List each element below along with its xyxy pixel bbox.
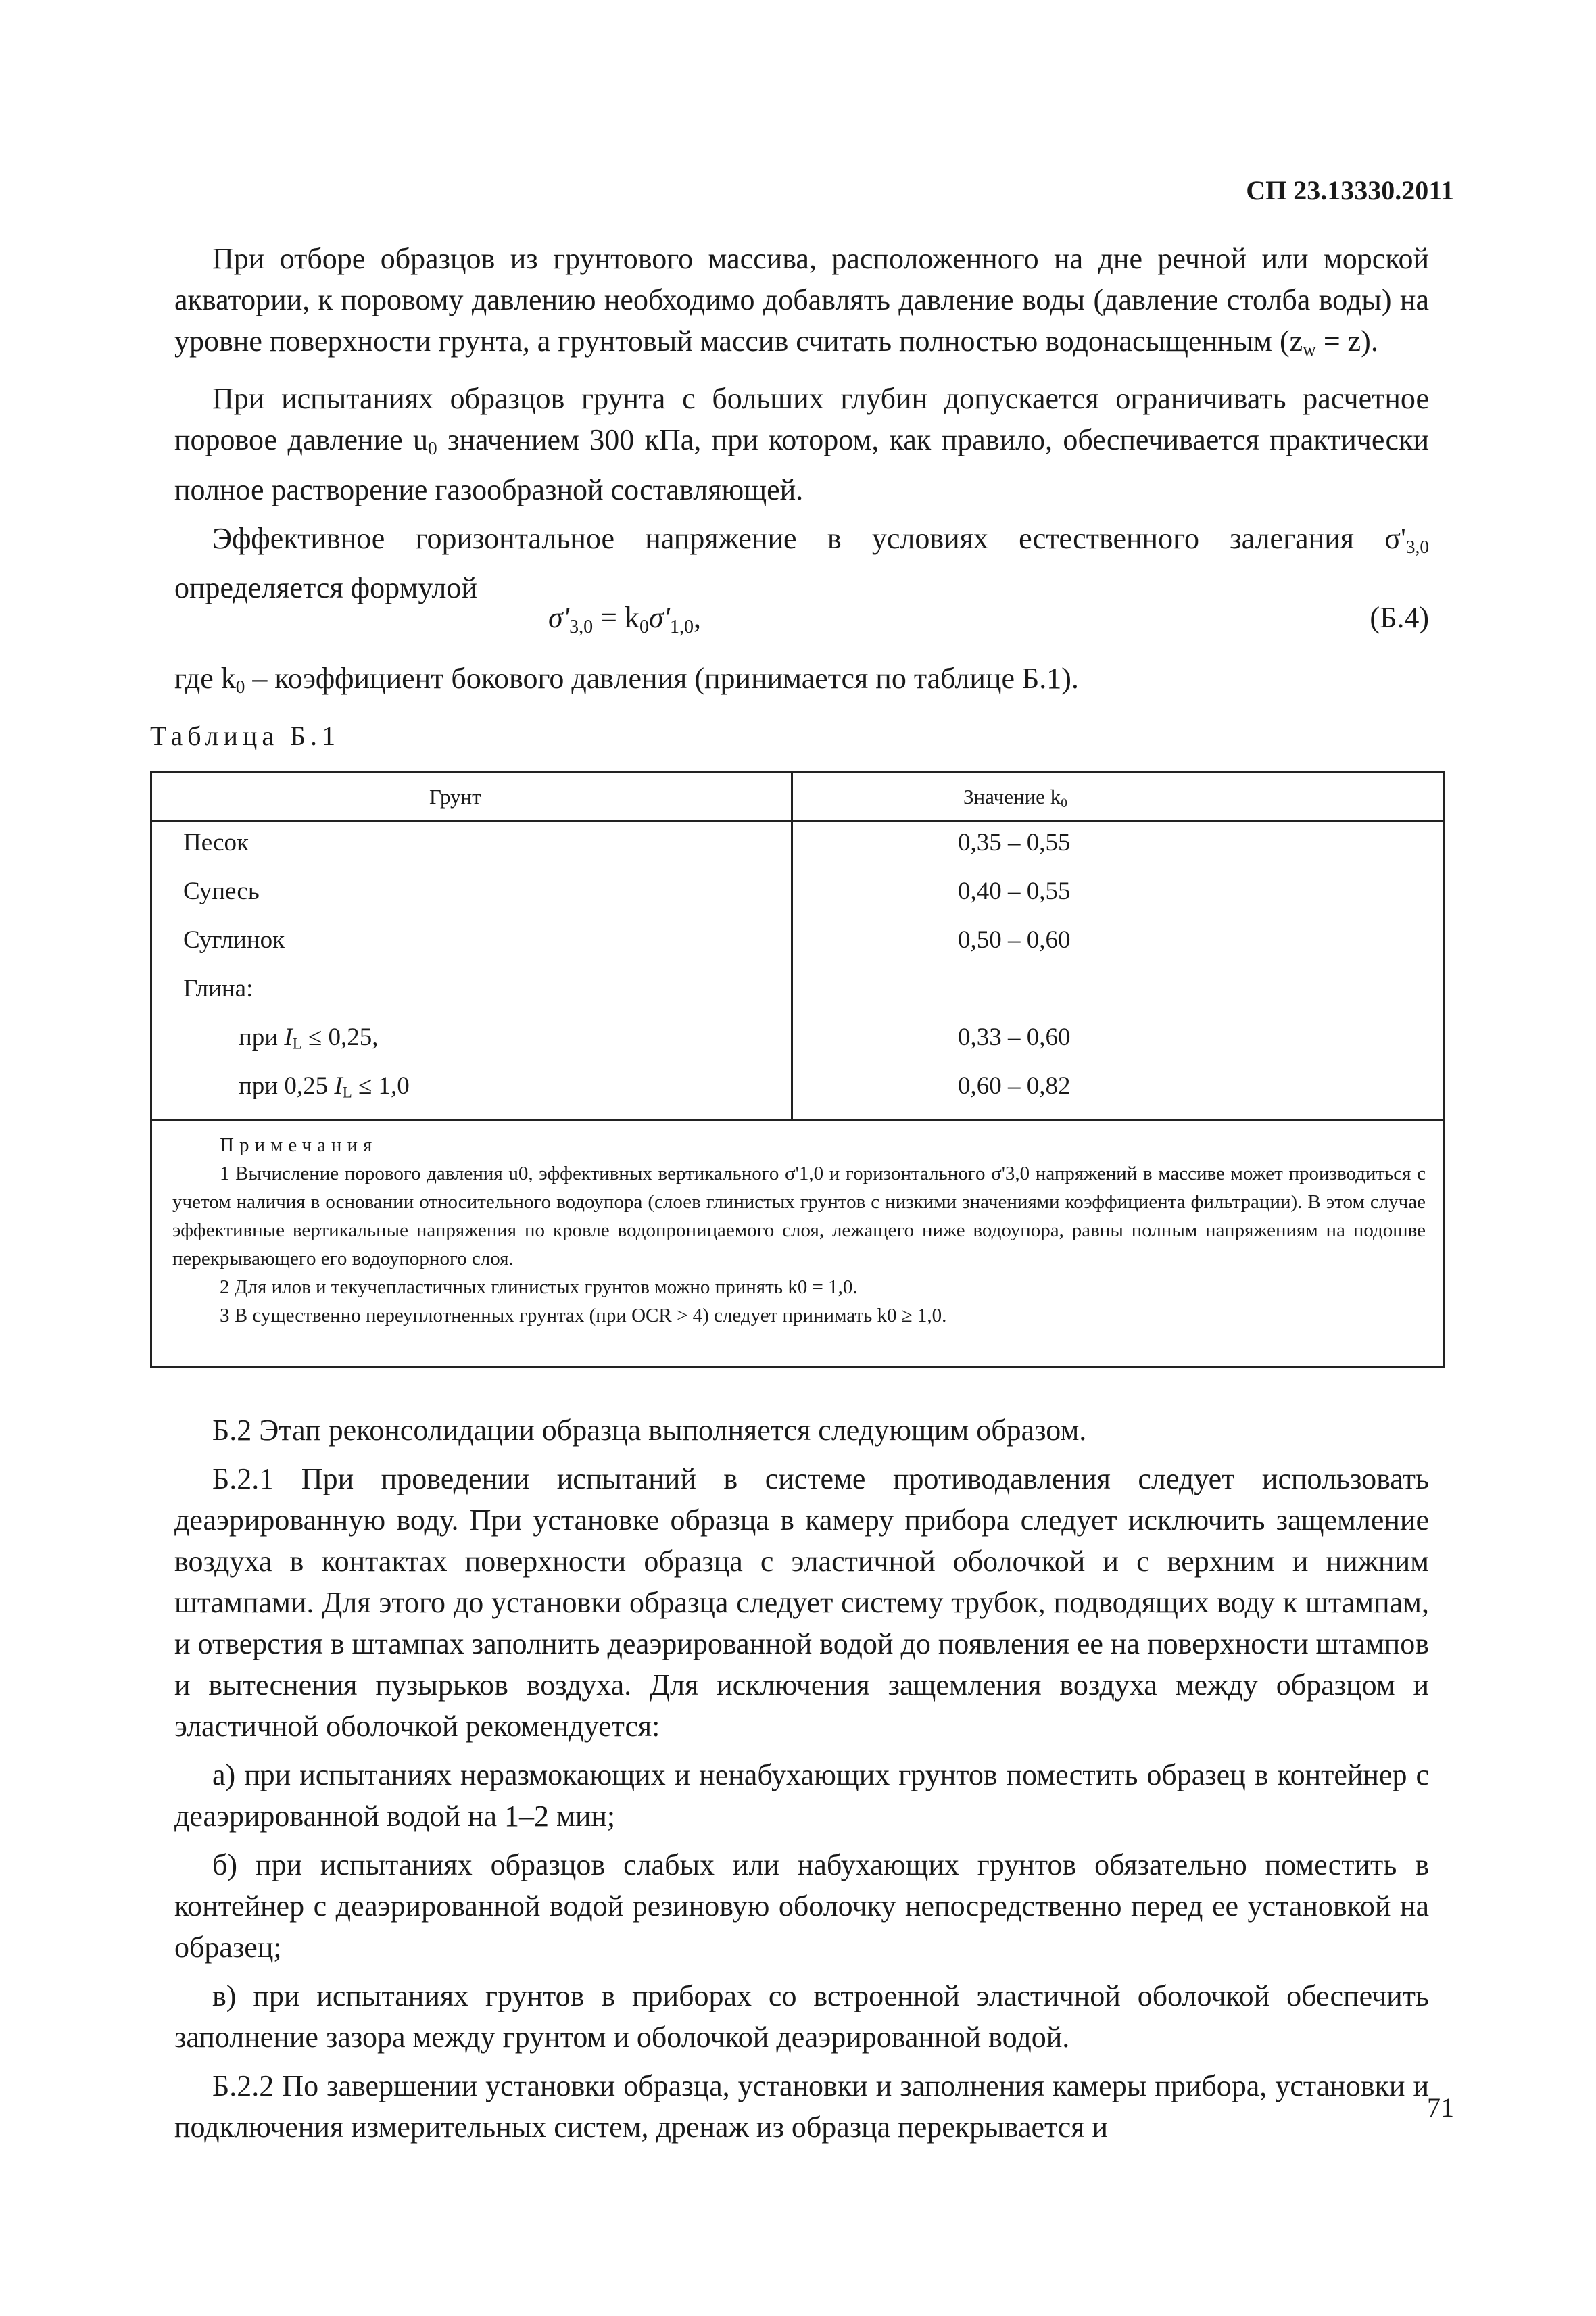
page-number: 71 [1427,2092,1454,2123]
coefficients-table [150,771,1445,1368]
document-code: СП 23.13330.2011 [1246,175,1454,206]
table-caption: Таблица Б.1 [150,721,341,751]
item-a: а) при испытаниях неразмокающих и ненабухающих грунтов поместить образец в контейнер с деаэрированной водой на 1–2 мин; [174,1758,1429,1833]
paragraph-2: При испытаниях образцов грунта с больших глубин допускается ограничивать расчетное поровое давление $u_0$ значением 300 кПа, при котором, как правило, обеспечивается практически полное растворение газообразной составляющей. [174,381,1430,506]
formula-b4: $\sigma'_{3,0} = k_0\sigma'_{1,0}$, [548,601,702,637]
row-soil: при 0,25 $I_L \le 1,0$ [239,1072,410,1101]
row-soil: Суглинок [183,926,285,954]
row-value: 0,33 – 0,60 [958,1023,1071,1051]
bottom-paragraphs [174,1409,1429,2155]
section-b2-1: Б.2.1 При проведении испытаний в системе противодавления следует использовать деаэрированную воду. При установке образца в камеру прибора следует исключить защемление воздуха в контактах поверхности образца с эластичной оболочкой и с верхним и нижним штампами. Для этого до установки образца следует систему трубок, подводящих воду к штампам, и отверстия в штампах заполнить деаэрированной водой до появления ее на поверхности штампов и вытеснения пузырьков воздуха. Для исключения защемления воздуха между образцом и эластичной оболочкой рекомендуется: [174,1462,1429,1743]
row-soil: при $I_L \le 0,25$, [239,1023,379,1053]
equation-number: (Б.4) [1370,601,1429,634]
row-value: 0,60 – 0,82 [958,1072,1071,1100]
section-b2-2: Б.2.2 По завершении установки образца, установки и заполнения камеры прибора, установки и подключения измерительных систем, дренаж из образца перекрывается и [174,2069,1429,2144]
item-c: в) при испытаниях грунтов в приборах со встроенной эластичной оболочкой обеспечить заполнение зазора между грунтом и оболочкой деаэрированной водой. [174,1979,1429,2054]
note-1: 1 Вычисление порового давления u0, эффективных вертикального σ'1,0 и горизонтального σ'3,0 напряжений в массиве может производиться с учетом наличия в основании относительного водоупора (слоев глинистых грунтов с низкими значениями коэффициента фильтрации). В этом случае эффективные вертикальные напряжения по кровле водопроницаемого слоя, лежащего ниже водоупора, равны полным напряжениям на подошве перекрывающего его водоупорного слоя. [172,1163,1426,1270]
notes-title: Примечания [220,1134,378,1156]
row-soil: Песок [183,829,249,857]
header-value: Значение $k_0$ [963,785,1067,811]
row-value: 0,35 – 0,55 [958,829,1071,857]
row-soil: Глина: [183,975,253,1003]
note-3: 3 В существенно переуплотненных грунтах (при OCR > 4) следует принимать k0 ≥ 1,0. [220,1305,947,1326]
row-soil: Супесь [183,877,260,905]
item-b: б) при испытаниях образцов слабых или набухающих грунтов обязательно поместить в контейнер с деаэрированной водой резиновую оболочку непосредственно перед ее установкой на образец; [174,1848,1429,1964]
top-paragraphs [174,238,1429,608]
table-notes [172,1131,1426,1330]
note-2: 2 Для илов и текучепластичных глинистых грунтов можно принять k0 = 1,0. [220,1276,858,1298]
paragraph-1: При отборе образцов из грунтового массива, расположенного на дне речной или морской акватории, к поровому давлению необходимо добавлять давление воды (давление столба воды) на уровне поверхности грунта, а грунтовый массив считать полностью водонасыщенным $(z_w = z)$. [174,242,1429,360]
row-value: 0,40 – 0,55 [958,877,1071,905]
row-value: 0,50 – 0,60 [958,926,1071,954]
formula-row [174,600,1429,641]
header-soil: Грунт [429,785,481,809]
section-b2: Б.2 Этап реконсолидации образца выполняется следующим образом. [212,1414,1087,1447]
paragraph-3: Эффективное горизонтальное напряжение в условиях естественного залегания $\sigma'_{3,0}$ определяется формулой [174,521,1429,605]
where-clause: где $k_0$ – коэффициент бокового давления (принимается по таблице Б.1). [174,662,1079,697]
